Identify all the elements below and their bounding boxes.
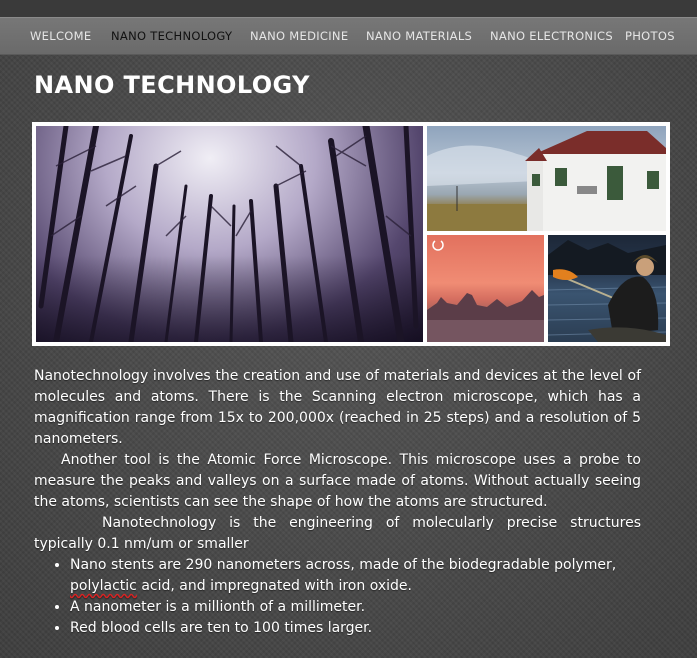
nav-nano-medicine[interactable]: NANO MEDICINE [250, 29, 349, 43]
nav-nano-technology[interactable]: NANO TECHNOLOGY [111, 29, 233, 43]
facts-list [34, 555, 641, 639]
misspelled-word: polylactic [70, 578, 137, 594]
sea-stacks-photo[interactable] [427, 235, 544, 342]
top-strip [0, 0, 697, 17]
paragraph-intro: Nanotechnology involves the creation and use of materials and devices at the level of molecules and atoms. There is the Scanning electron microscope, which has a magnification range from 15x to 200,000x (reached in 25 steps) and a resolution of 5 nanometers. [34, 368, 641, 447]
list-item-text: acid, and impregnated with iron oxide. [136, 578, 412, 594]
nav-nano-materials[interactable]: NANO MATERIALS [366, 29, 473, 43]
list-item: • Red blood cells are ten to 100 times larger. [70, 618, 641, 639]
list-item: • A nanometer is a millionth of a millimeter. [70, 597, 641, 618]
list-item [70, 555, 641, 597]
main-nav [0, 17, 697, 55]
paragraph-definition: Nanotechnology is the engineering of molecularly precise structures typically 0.1 nm/um or smaller [34, 515, 641, 552]
nav-photos[interactable]: PHOTOS [625, 29, 675, 43]
list-item-text: Nano stents are 290 nanometers across, made of the biodegradable polymer, [70, 557, 617, 573]
kayaker-photo[interactable] [548, 235, 666, 342]
forest-photo[interactable] [36, 126, 423, 342]
page-title: NANO TECHNOLOGY [34, 71, 310, 99]
house-photo[interactable] [427, 126, 666, 231]
paragraph-afm: Another tool is the Atomic Force Microscope. This microscope uses a probe to measure the peaks and valleys on a surface made of atoms. Without actually seeing the atoms, scientists can see the shape of how the atoms are structured. [34, 452, 641, 510]
photo-gallery [32, 122, 670, 346]
nav-welcome[interactable]: WELCOME [30, 29, 92, 43]
nav-nano-electronics[interactable]: NANO ELECTRONICS [490, 29, 613, 43]
article-body [34, 366, 641, 639]
